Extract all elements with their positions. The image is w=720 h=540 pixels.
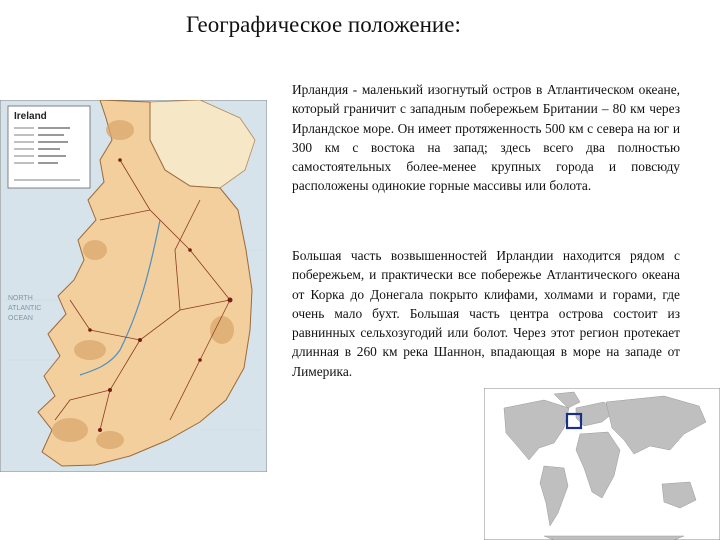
map-heading: Ireland [14,111,47,122]
sea-label: ATLANTIC [8,305,42,312]
paragraph-intro: Ирландия - маленький изогнутый остров в Атлантическом океане, который граничит с западным побережьем Британии – 80 км через Ирландское море. Он имеет протяженность 500 км с севера на юг и 300 км с востока на запад; здесь всего два полностью самостоятельных более-менее крупных города и повсюду расположены одинокие горные массивы или болота. [292,82,680,194]
page-title: Географическое положение: [186,12,461,37]
sea-label: NORTH [8,295,33,302]
ireland-map [0,100,267,472]
world-locator-map [484,388,720,540]
paragraph-relief: Большая часть возвышенностей Ирландии находится рядом с побережьем, и практически все побережье Атлантического океана от Корка до Донегала покрыто клифами, холмами и горами, где очень мало бухт. Большая часть центра острова состоит из равнинных сельхозугодий или болот. Через этот регион протекает длинная в 260 км река Шаннон, впадающая в море на западе от Лимерика. [292,248,680,379]
sea-label: OCEAN [8,315,33,322]
